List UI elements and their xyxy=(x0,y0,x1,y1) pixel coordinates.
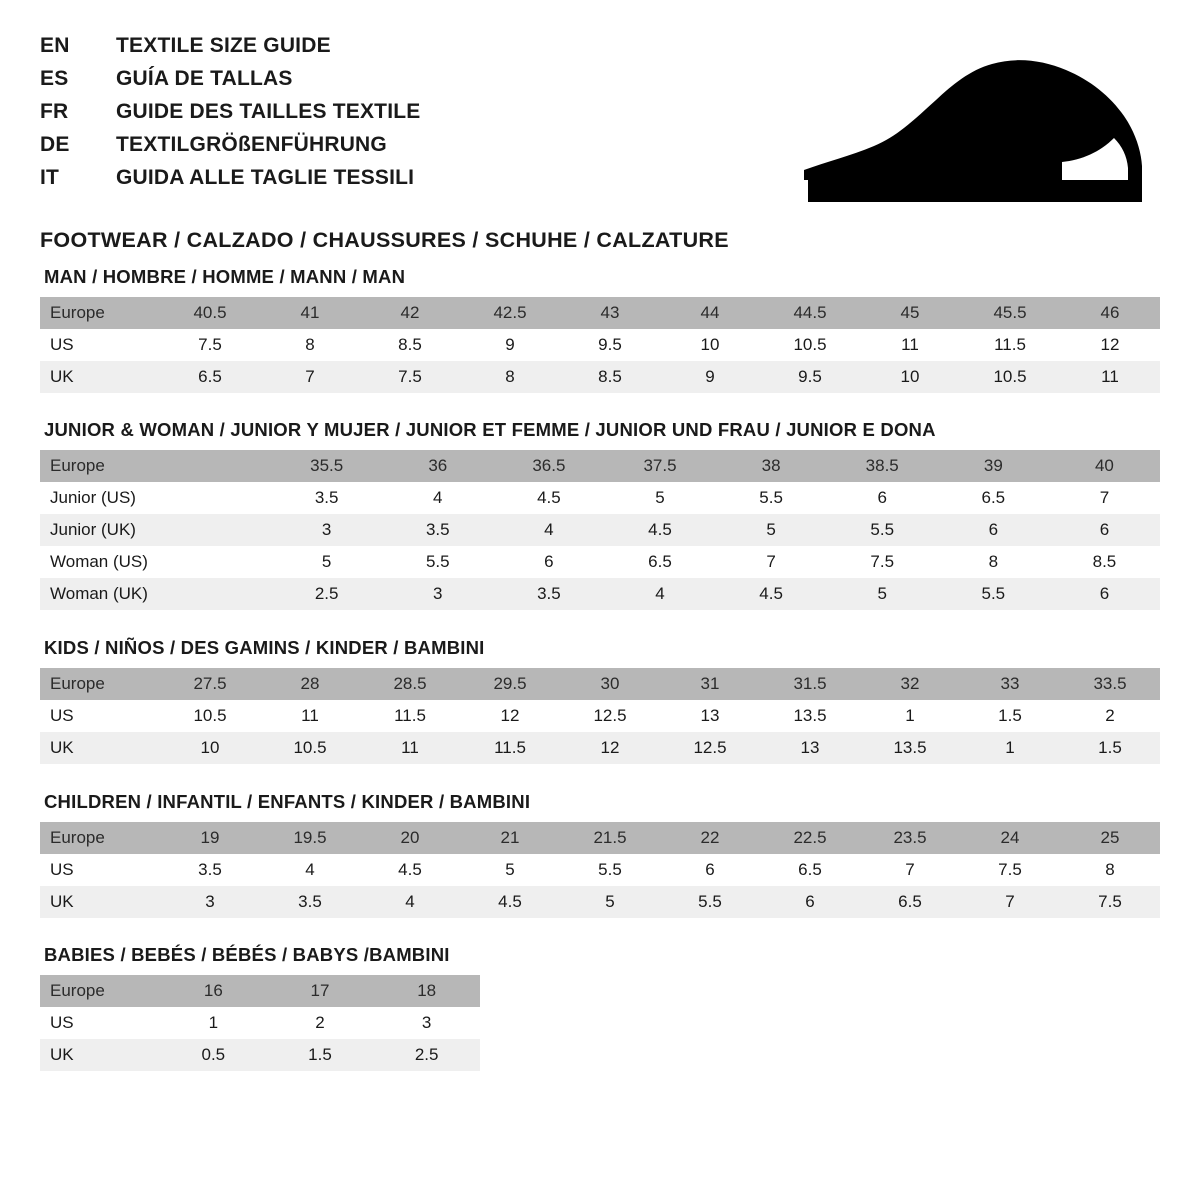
cell: 4.5 xyxy=(604,514,715,546)
cell: 4.5 xyxy=(493,482,604,514)
cell: 11.5 xyxy=(460,732,560,764)
cell: 4 xyxy=(260,854,360,886)
row-label: Woman (UK) xyxy=(40,578,160,610)
cell: 5.5 xyxy=(827,514,938,546)
cell: 4 xyxy=(493,514,604,546)
cell: 4.5 xyxy=(716,578,827,610)
cell: 10 xyxy=(160,732,260,764)
cell: 0.5 xyxy=(160,1039,267,1071)
table-row xyxy=(40,1007,480,1039)
cell: 1 xyxy=(860,700,960,732)
cell: 11 xyxy=(360,732,460,764)
cell: 6 xyxy=(760,886,860,918)
cell: 33 xyxy=(960,668,1060,700)
cell: 7 xyxy=(1049,482,1160,514)
row-label: US xyxy=(40,700,160,732)
language-code: IT xyxy=(40,166,60,189)
cell: 13.5 xyxy=(760,700,860,732)
cell: 3.5 xyxy=(271,482,382,514)
cell: 6 xyxy=(938,514,1049,546)
language-code: DE xyxy=(40,133,70,156)
language-title: GUIDE DES TAILLES TEXTILE xyxy=(116,100,421,123)
table-row xyxy=(40,886,1160,918)
table-row xyxy=(40,700,1160,732)
table-row xyxy=(40,514,1160,546)
cell: 13 xyxy=(660,700,760,732)
cell: 5 xyxy=(560,886,660,918)
cell: 12.5 xyxy=(560,700,660,732)
cell: 3 xyxy=(160,886,260,918)
language-title: GUÍA DE TALLAS xyxy=(116,67,293,90)
cell: 31 xyxy=(660,668,760,700)
cell: 3 xyxy=(271,514,382,546)
cell: 13.5 xyxy=(860,732,960,764)
cell: 12 xyxy=(460,700,560,732)
cell: 7.5 xyxy=(827,546,938,578)
cell: 8 xyxy=(460,361,560,393)
cell: 38.5 xyxy=(827,450,938,482)
row-label: Europe xyxy=(40,450,160,482)
cell: 1 xyxy=(960,732,1060,764)
cell: 4 xyxy=(360,886,460,918)
row-label: Europe xyxy=(40,822,160,854)
cell: 38 xyxy=(716,450,827,482)
section-kids xyxy=(40,637,1160,764)
cell: 12 xyxy=(560,732,660,764)
cell: 31.5 xyxy=(760,668,860,700)
cell xyxy=(160,482,271,514)
cell: 8 xyxy=(1060,854,1160,886)
size-table-junior-woman xyxy=(40,450,1160,610)
table-row xyxy=(40,854,1160,886)
section-title: CHILDREN / INFANTIL / ENFANTS / KINDER / BAMBINI xyxy=(44,791,531,812)
cell: 9 xyxy=(460,329,560,361)
cell: 22.5 xyxy=(760,822,860,854)
cell: 18 xyxy=(373,975,480,1007)
section-babies xyxy=(40,944,1160,1071)
row-label: UK xyxy=(40,732,160,764)
cell: 8.5 xyxy=(1049,546,1160,578)
cell: 7 xyxy=(860,854,960,886)
cell xyxy=(160,578,271,610)
cell: 6.5 xyxy=(860,886,960,918)
table-row xyxy=(40,578,1160,610)
cell: 33.5 xyxy=(1060,668,1160,700)
cell: 7.5 xyxy=(160,329,260,361)
cell: 45.5 xyxy=(960,297,1060,329)
cell: 3 xyxy=(382,578,493,610)
language-code: ES xyxy=(40,67,69,90)
table-row xyxy=(40,546,1160,578)
cell: 5 xyxy=(604,482,715,514)
cell: 11 xyxy=(260,700,360,732)
cell: 30 xyxy=(560,668,660,700)
section-title: MAN / HOMBRE / HOMME / MANN / MAN xyxy=(44,266,406,287)
cell: 2 xyxy=(267,1007,374,1039)
cell: 4 xyxy=(604,578,715,610)
cell: 37.5 xyxy=(604,450,715,482)
cell: 40 xyxy=(1049,450,1160,482)
cell: 35.5 xyxy=(271,450,382,482)
cell: 12.5 xyxy=(660,732,760,764)
cell: 5.5 xyxy=(716,482,827,514)
cell: 5.5 xyxy=(938,578,1049,610)
table-row xyxy=(40,668,1160,700)
cell: 2.5 xyxy=(271,578,382,610)
cell: 6 xyxy=(1049,578,1160,610)
cell: 28 xyxy=(260,668,360,700)
section-children xyxy=(40,791,1160,918)
cell: 8.5 xyxy=(360,329,460,361)
table-row xyxy=(40,297,1160,329)
cell: 1 xyxy=(160,1007,267,1039)
row-label: Woman (US) xyxy=(40,546,160,578)
table-row xyxy=(40,482,1160,514)
page-header xyxy=(40,34,1160,252)
section-title: BABIES / BEBÉS / BÉBÉS / BABYS /BAMBINI xyxy=(44,944,450,965)
language-code: EN xyxy=(40,34,70,57)
cell: 43 xyxy=(560,297,660,329)
cell: 9 xyxy=(660,361,760,393)
cell: 13 xyxy=(760,732,860,764)
cell: 11 xyxy=(860,329,960,361)
cell: 11.5 xyxy=(360,700,460,732)
row-label: UK xyxy=(40,886,160,918)
size-table-man xyxy=(40,297,1160,393)
cell: 2.5 xyxy=(373,1039,480,1071)
cell: 36.5 xyxy=(493,450,604,482)
cell: 6.5 xyxy=(160,361,260,393)
size-table-children xyxy=(40,822,1160,918)
cell: 7 xyxy=(716,546,827,578)
cell: 7.5 xyxy=(360,361,460,393)
cell: 7 xyxy=(260,361,360,393)
cell: 5.5 xyxy=(382,546,493,578)
cell: 11 xyxy=(1060,361,1160,393)
cell: 27.5 xyxy=(160,668,260,700)
cell xyxy=(160,546,271,578)
cell: 5.5 xyxy=(660,886,760,918)
cell: 24 xyxy=(960,822,1060,854)
cell: 12 xyxy=(1060,329,1160,361)
cell: 3.5 xyxy=(260,886,360,918)
cell: 5 xyxy=(716,514,827,546)
cell: 25 xyxy=(1060,822,1160,854)
size-table-kids xyxy=(40,668,1160,764)
cell: 10.5 xyxy=(960,361,1060,393)
cell: 21 xyxy=(460,822,560,854)
cell: 6 xyxy=(493,546,604,578)
cell: 4.5 xyxy=(360,854,460,886)
cell: 10.5 xyxy=(160,700,260,732)
row-label: UK xyxy=(40,361,160,393)
cell: 5 xyxy=(460,854,560,886)
section-title: KIDS / NIÑOS / DES GAMINS / KINDER / BAMBINI xyxy=(44,637,485,658)
cell: 9.5 xyxy=(760,361,860,393)
cell: 3 xyxy=(373,1007,480,1039)
size-table-babies xyxy=(40,975,480,1071)
cell: 17 xyxy=(267,975,374,1007)
cell xyxy=(160,450,271,482)
cell: 7 xyxy=(960,886,1060,918)
cell: 6.5 xyxy=(604,546,715,578)
cell: 21.5 xyxy=(560,822,660,854)
row-label: Europe xyxy=(40,975,160,1007)
cell: 4 xyxy=(382,482,493,514)
cell: 28.5 xyxy=(360,668,460,700)
cell: 44 xyxy=(660,297,760,329)
row-label: US xyxy=(40,1007,160,1039)
cell: 5 xyxy=(827,578,938,610)
cell: 42.5 xyxy=(460,297,560,329)
cell: 22 xyxy=(660,822,760,854)
cell: 3.5 xyxy=(382,514,493,546)
cell: 45 xyxy=(860,297,960,329)
table-row xyxy=(40,329,1160,361)
cell: 36 xyxy=(382,450,493,482)
cell: 39 xyxy=(938,450,1049,482)
cell: 7.5 xyxy=(960,854,1060,886)
cell: 1.5 xyxy=(267,1039,374,1071)
row-label: US xyxy=(40,329,160,361)
language-code: FR xyxy=(40,100,69,123)
cell: 11.5 xyxy=(960,329,1060,361)
cell: 7.5 xyxy=(1060,886,1160,918)
row-label: Junior (UK) xyxy=(40,514,160,546)
cell: 16 xyxy=(160,975,267,1007)
cell: 19.5 xyxy=(260,822,360,854)
cell: 1.5 xyxy=(1060,732,1160,764)
cell: 3.5 xyxy=(160,854,260,886)
section-junior-woman xyxy=(40,419,1160,610)
cell xyxy=(160,514,271,546)
cell: 6 xyxy=(827,482,938,514)
cell: 20 xyxy=(360,822,460,854)
cell: 42 xyxy=(360,297,460,329)
cell: 10 xyxy=(660,329,760,361)
table-row xyxy=(40,822,1160,854)
table-row xyxy=(40,975,480,1007)
cell: 6 xyxy=(1049,514,1160,546)
table-row xyxy=(40,361,1160,393)
cell: 19 xyxy=(160,822,260,854)
table-row xyxy=(40,732,1160,764)
cell: 46 xyxy=(1060,297,1160,329)
table-row xyxy=(40,1039,480,1071)
language-title: TEXTILGRÖßENFÜHRUNG xyxy=(116,133,387,156)
cell: 32 xyxy=(860,668,960,700)
cell: 6.5 xyxy=(760,854,860,886)
cell: 29.5 xyxy=(460,668,560,700)
cell: 44.5 xyxy=(760,297,860,329)
cell: 6.5 xyxy=(938,482,1049,514)
section-title: JUNIOR & WOMAN / JUNIOR Y MUJER / JUNIOR ET FEMME / JUNIOR UND FRAU / JUNIOR E DONA xyxy=(44,419,936,440)
cell: 5 xyxy=(271,546,382,578)
cell: 8.5 xyxy=(560,361,660,393)
cell: 1.5 xyxy=(960,700,1060,732)
section-man xyxy=(40,266,1160,393)
cell: 23.5 xyxy=(860,822,960,854)
row-label: Europe xyxy=(40,668,160,700)
language-title: TEXTILE SIZE GUIDE xyxy=(116,34,331,57)
cell: 40.5 xyxy=(160,297,260,329)
category-title: FOOTWEAR / CALZADO / CHAUSSURES / SCHUHE / CALZATURE xyxy=(40,228,729,252)
cell: 10.5 xyxy=(260,732,360,764)
cell: 9.5 xyxy=(560,329,660,361)
cell: 41 xyxy=(260,297,360,329)
table-row xyxy=(40,450,1160,482)
cell: 10.5 xyxy=(760,329,860,361)
row-label: Europe xyxy=(40,297,160,329)
cell: 10 xyxy=(860,361,960,393)
cell: 5.5 xyxy=(560,854,660,886)
row-label: US xyxy=(40,854,160,886)
row-label: Junior (US) xyxy=(40,482,160,514)
cell: 8 xyxy=(260,329,360,361)
cell: 4.5 xyxy=(460,886,560,918)
cell: 2 xyxy=(1060,700,1160,732)
dress-shoe-icon xyxy=(790,52,1150,212)
row-label: UK xyxy=(40,1039,160,1071)
language-title: GUIDA ALLE TAGLIE TESSILI xyxy=(116,166,415,189)
cell: 6 xyxy=(660,854,760,886)
cell: 8 xyxy=(938,546,1049,578)
cell: 3.5 xyxy=(493,578,604,610)
